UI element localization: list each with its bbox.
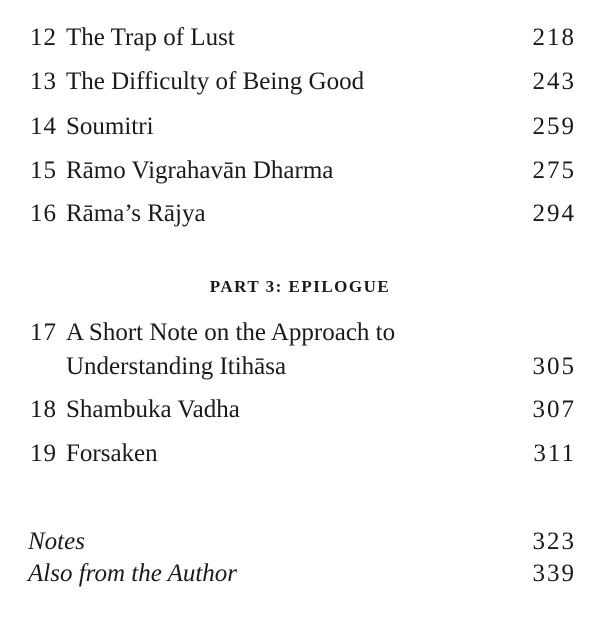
chapter-number: 17 bbox=[30, 319, 57, 346]
chapter-title-line2: Understanding Itihāsa bbox=[66, 353, 287, 380]
back-matter-title: Notes bbox=[28, 528, 85, 555]
chapter-title: Soumitri bbox=[66, 113, 154, 140]
chapter-number: 16 bbox=[30, 200, 57, 227]
page-number: 311 bbox=[533, 440, 576, 467]
chapter-number: 15 bbox=[30, 157, 57, 184]
chapter-number: 19 bbox=[30, 440, 57, 467]
page-number: 323 bbox=[532, 528, 576, 555]
chapter-title-line1: A Short Note on the Approach to bbox=[66, 319, 396, 346]
page-number: 294 bbox=[532, 200, 576, 227]
back-matter-title: Also from the Author bbox=[28, 560, 238, 587]
chapter-title: Forsaken bbox=[66, 440, 158, 467]
chapter-number: 12 bbox=[30, 24, 57, 51]
part-heading: PART 3: EPILOGUE bbox=[209, 277, 391, 296]
chapter-title: Rāma’s Rājya bbox=[66, 200, 206, 227]
chapter-number: 14 bbox=[30, 113, 57, 140]
chapter-title: The Trap of Lust bbox=[66, 24, 235, 51]
chapter-number: 13 bbox=[30, 68, 57, 95]
page-number: 243 bbox=[532, 68, 576, 95]
page-number: 218 bbox=[532, 24, 576, 51]
chapter-number: 18 bbox=[30, 396, 57, 423]
page-number: 305 bbox=[532, 353, 576, 380]
page-number: 259 bbox=[532, 113, 576, 140]
chapter-title: Rāmo Vigrahavān Dharma bbox=[66, 157, 334, 184]
page-number: 307 bbox=[532, 396, 576, 423]
page-number: 339 bbox=[532, 560, 576, 587]
chapter-title: Shambuka Vadha bbox=[66, 396, 240, 423]
chapter-title: The Difficulty of Being Good bbox=[66, 68, 365, 95]
page-number: 275 bbox=[532, 157, 576, 184]
